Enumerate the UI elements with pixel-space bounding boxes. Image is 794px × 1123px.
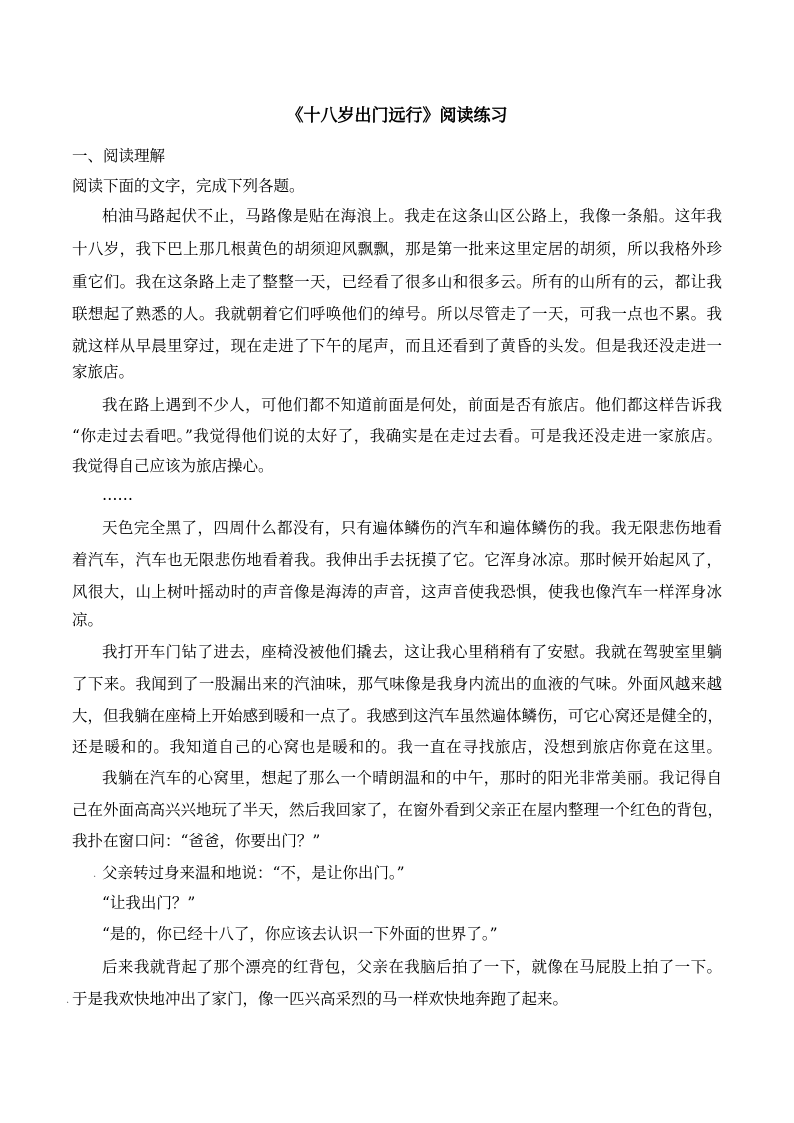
section-heading: 一、阅读理解: [72, 147, 166, 165]
passage-line: 我打开车门钻了进去，座椅没被他们撬去，这让我心里稍稍有了安慰。我就在驾驶室里躺: [102, 643, 722, 661]
passage-line: 重它们。我在这条路上走了整整一天，已经看了很多山和很多云。所有的山所有的云，都让我: [72, 273, 722, 291]
passage-line: 大，但我躺在座椅上开始感到暖和一点了。我感到这汽车虽然遍体鳞伤，可它心窝还是健全的，: [72, 707, 724, 725]
dialogue-line: “让我出门？”: [102, 894, 196, 912]
passage-line: 家旅店。: [72, 363, 135, 381]
passage-line: 就这样从早晨里穿过，现在走进了下午的尾声，而且还看到了黄昏的头发。但是我还没走进一: [72, 337, 722, 355]
passage-line: 联想起了熟悉的人。我就朝着它们呼唤他们的绰号。所以尽管走了一天，可我一点也不累。我: [72, 305, 722, 323]
passage-line: 我躺在汽车的心窝里，想起了那么一个晴朗温和的中午，那时的阳光非常美丽。我记得自: [102, 769, 722, 787]
passage-line: 十八岁，我下巴上那几根黄色的胡须迎风飘飘，那是第一批来这里定居的胡须，所以我格外珍: [72, 240, 722, 258]
passage-line: 凉。: [72, 611, 104, 629]
stray-mark: .: [66, 995, 70, 1006]
document-title: 《十八岁出门远行》阅读练习: [286, 106, 508, 126]
passage-line: 着汽车，汽车也无限悲伤地看着我。我伸出手去抚摸了它。它浑身冰凉。那时候开始起风了，: [72, 551, 722, 569]
stray-mark: .: [93, 869, 97, 880]
instruction-text: 阅读下面的文字，完成下列各题。: [72, 177, 305, 195]
passage-line: 还是暖和的。我知道自己的心窝也是暖和的。我一直在寻找旅店，没想到旅店你竟在这里。: [72, 738, 722, 756]
passage-line: 己在外面高高兴兴地玩了半天，然后我回家了，在窗外看到父亲正在屋内整理一个红色的背包，: [72, 801, 724, 819]
passage-line: 后来我就背起了那个漂亮的红背包，父亲在我脑后拍了一下，就像在马屁股上拍了一下。: [102, 958, 722, 976]
dialogue-line: 父亲转过身来温和地说：“不，是让你出门。”: [102, 864, 405, 882]
passage-line: 我在路上遇到不少人，可他们都不知道前面是何处，前面是否有旅店。他们都这样告诉我: [102, 396, 722, 414]
passage-line: 我扑在窗口问：“爸爸，你要出门？”: [72, 832, 321, 850]
passage-line: 柏油马路起伏不止，马路像是贴在海浪上。我走在这条山区公路上，我像一条船。这年我: [102, 207, 722, 225]
passage-line: 我觉得自己应该为旅店操心。: [72, 457, 274, 475]
ellipsis-line: ……: [102, 486, 133, 504]
passage-line: 于是我欢快地冲出了家门，像一匹兴高采烈的马一样欢快地奔跑了起来。: [72, 990, 569, 1008]
passage-line: 风很大，山上树叶摇动时的声音像是海涛的声音，这声音使我恐惧，使我也像汽车一样浑身冰: [72, 583, 722, 601]
passage-line: 天色完全黑了，四周什么都没有，只有遍体鳞伤的汽车和遍体鳞伤的我。我无限悲伤地看: [102, 519, 722, 537]
dialogue-line: “是的，你已经十八了，你应该去认识一下外面的世界了。”: [102, 925, 498, 943]
passage-line: 了下来。我闻到了一股漏出来的汽油味，那气味像是我身内流出的血液的气味。外面风越来越: [72, 675, 722, 693]
passage-line: “你走过去看吧。”我觉得他们说的太好了，我确实是在走过去看。可是我还没走进一家旅店。: [72, 427, 722, 445]
